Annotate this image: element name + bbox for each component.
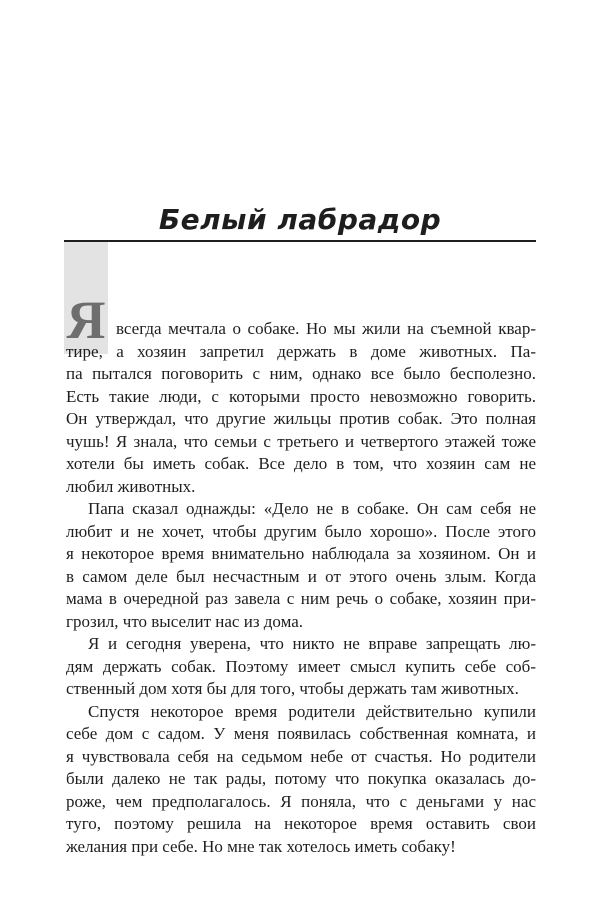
text-line: па пытался поговорить с ним, однако все было бесполезно. — [66, 364, 536, 383]
text-line: роже, чем предполагалось. Я поняла, что с деньгами у нас — [66, 791, 536, 811]
drop-cap-letter: Я — [66, 290, 106, 350]
text-line: всегда мечтала о собаке. Но мы жили на съемной квар- — [116, 319, 536, 338]
text-line: желания при себе. Но мне так хотелось иметь собаку! — [66, 836, 456, 856]
text-line: хотели бы иметь собак. Все дело в том, что хозяин сам не — [66, 454, 536, 473]
text-line: Есть такие люди, с которыми просто невозможно говорить. — [66, 386, 536, 406]
text-line: любит и не хочет, чтобы другим было хорошо». После этого — [66, 521, 536, 541]
text-line: тире, а хозяин запретил держать в доме животных. Па- — [66, 341, 536, 361]
text-line: Спустя некоторое время родители действительно купили — [88, 701, 536, 721]
chapter-title: Белый лабрадор — [158, 203, 442, 236]
text-line: я чувствовала себя на седьмом небе от счастья. Но родители — [66, 746, 536, 766]
text-line: грозил, что выселит нас из дома. — [66, 611, 304, 631]
text-line: Он утверждал, что другие жильцы против собак. Это полная — [66, 409, 536, 428]
text-line: любил животных. — [66, 476, 196, 496]
text-line: я некоторое время внимательно наблюдала за хозяином. Он и — [66, 544, 536, 563]
text-line: дям держать собак. Поэтому имеет смысл купить себе соб- — [66, 656, 536, 676]
text-line: были далеко не так рады, потому что покупка оказалась до- — [66, 769, 536, 788]
text-line: мама в очередной раз завела с ним речь о собаке, хозяин при- — [66, 589, 536, 608]
text-line: чушь! Я знала, что семьи с третьего и четвертого этажей тоже — [66, 431, 536, 451]
text-line: в самом деле был несчастным и от этого очень злым. Когда — [66, 566, 536, 586]
text-line: Я и сегодня уверена, что никто не вправе запрещать лю- — [88, 634, 536, 653]
text-line: себе дом с садом. У меня появилась собственная комната, и — [66, 724, 536, 743]
text-line: ственный дом хотя бы для того, чтобы держать там животных. — [66, 679, 519, 698]
text-line: Папа сказал однажды: «Дело не в собаке. Он сам себя не — [88, 499, 536, 518]
text-line: туго, поэтому решила на некоторое время оставить свои — [66, 814, 536, 833]
title-rule — [64, 240, 536, 242]
